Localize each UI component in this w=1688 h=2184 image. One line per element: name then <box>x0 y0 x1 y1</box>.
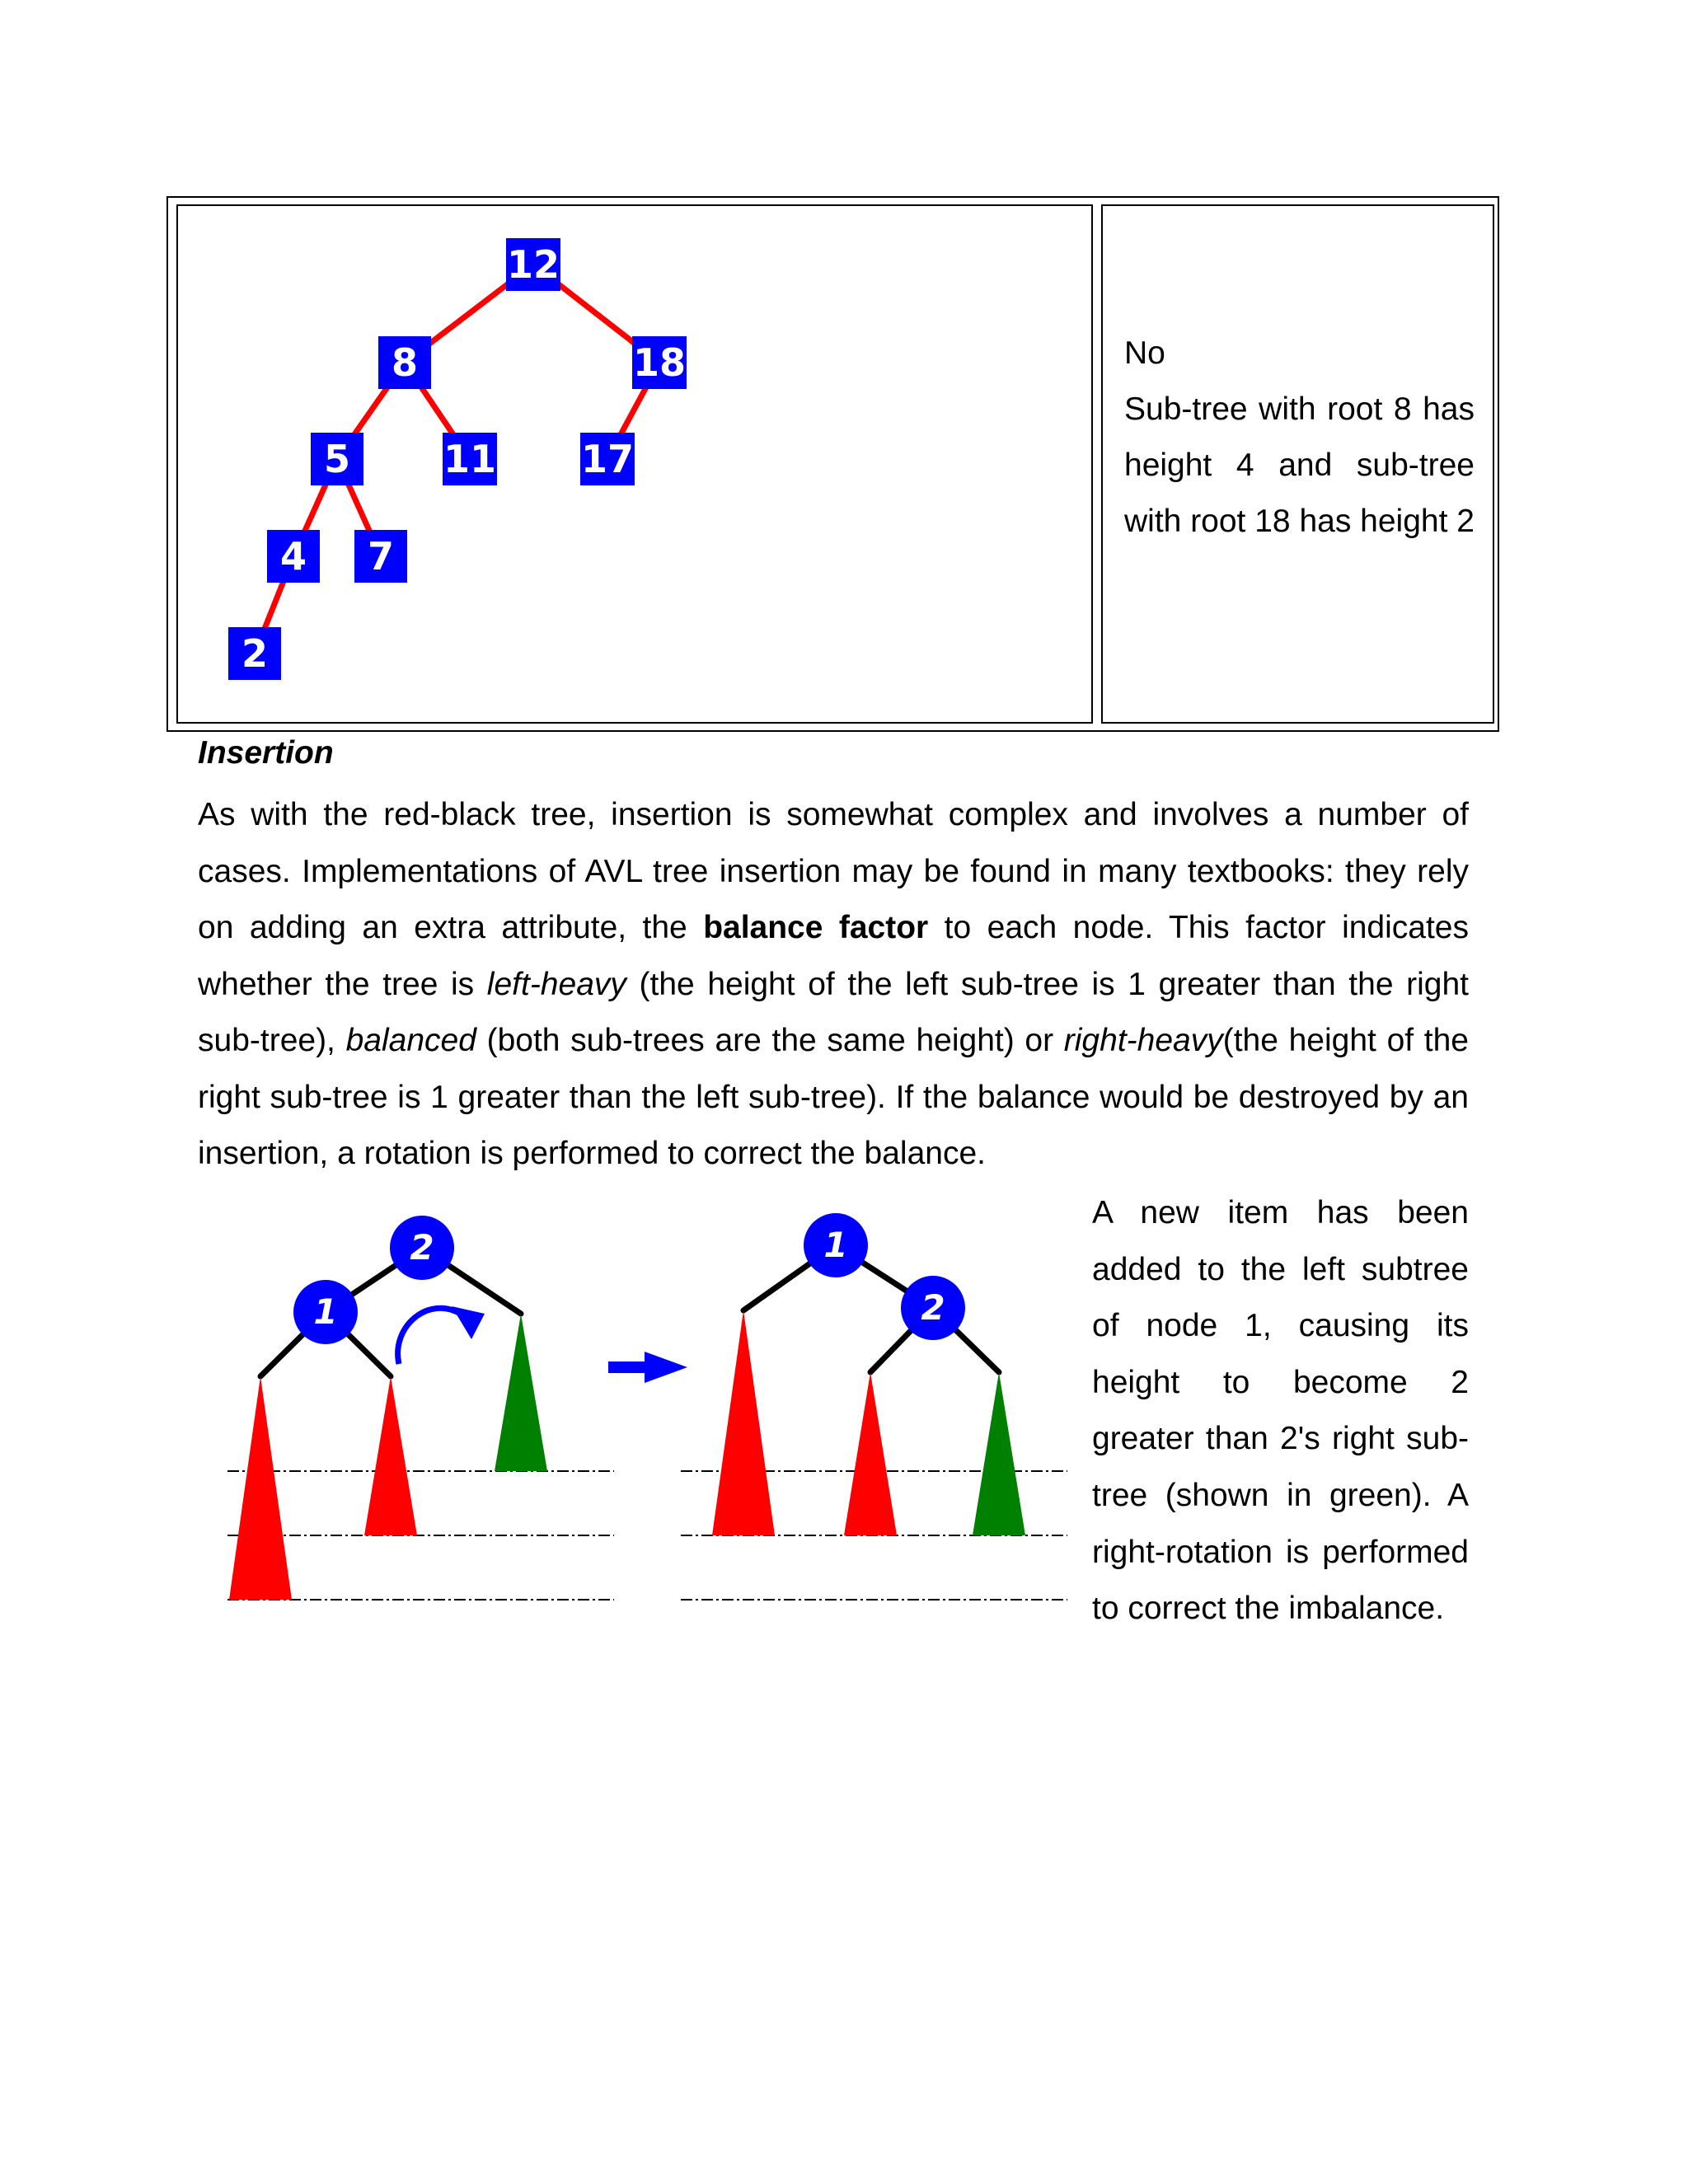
tree-node-label: 8 <box>391 340 419 385</box>
before-node-2 <box>390 1216 454 1280</box>
balanced-term: balanced <box>345 1023 476 1058</box>
subtree-green-triangle <box>495 1314 547 1471</box>
subtree-red-triangle <box>844 1372 897 1535</box>
right-heavy-term: right-heavy <box>1063 1023 1223 1058</box>
balance-factor-term: balance factor <box>703 910 929 945</box>
subtree-red-triangle <box>712 1310 775 1535</box>
para-text: (the height of the left sub-tree is 1 greater than the right sub-tree), <box>198 966 1469 1058</box>
subtree-red-triangle <box>229 1376 292 1600</box>
left-heavy-term: left-heavy <box>486 966 626 1002</box>
para-text: (both sub-trees are the same height) or <box>476 1023 1064 1058</box>
tree-node-label: 5 <box>323 437 351 481</box>
para-text: to each node. This factor indicates whether the tree is <box>198 910 1470 1002</box>
after-node-1 <box>804 1213 868 1277</box>
tree-node-label: 7 <box>367 534 395 579</box>
subtree-red-triangle <box>364 1376 417 1535</box>
node-label: 1 <box>823 1225 848 1265</box>
subtree-green-triangle <box>973 1372 1025 1535</box>
node-label: 2 <box>921 1287 945 1328</box>
node-label: 1 <box>313 1291 338 1332</box>
tree-node-label: 4 <box>279 534 307 579</box>
transform-arrow-icon <box>608 1352 687 1383</box>
answer-verdict: No <box>1124 335 1165 371</box>
after-node-2 <box>901 1276 965 1340</box>
tree-node-label: 11 <box>443 437 497 481</box>
tree-node-label: 17 <box>580 437 635 481</box>
rotation-arrow-icon <box>398 1306 485 1364</box>
section-heading: Insertion <box>198 735 334 771</box>
tree-node-label: 2 <box>241 631 269 676</box>
para-text: As with the red-black tree, insertion is somewhat complex and involves a number of cases. Implementations of AVL tree insertion may be found in many textbooks: they rely on adding an extra attribute, the <box>198 797 1469 945</box>
tree-node-label: 18 <box>632 340 687 385</box>
tree-node-label: 12 <box>506 242 560 287</box>
rotation-description: A new item has been added to the left subtree of node 1, causing its height to become 2 greater than 2's right sub-tree (shown in green). A right-rotation is performed to correct the imbalance. <box>1092 1195 1469 1627</box>
answer-explanation: Sub-tree with root 8 has height 4 and sub-tree with root 18 has height 2 <box>1124 391 1475 539</box>
before-node-1 <box>293 1280 358 1344</box>
node-label: 2 <box>410 1227 434 1268</box>
level-lines <box>227 1471 1067 1600</box>
para-text: (the height of the right sub-tree is 1 greater than the left sub-tree). If the balance would be destroyed by an insertion, a rotation is performed to correct the balance. <box>198 1023 1469 1171</box>
